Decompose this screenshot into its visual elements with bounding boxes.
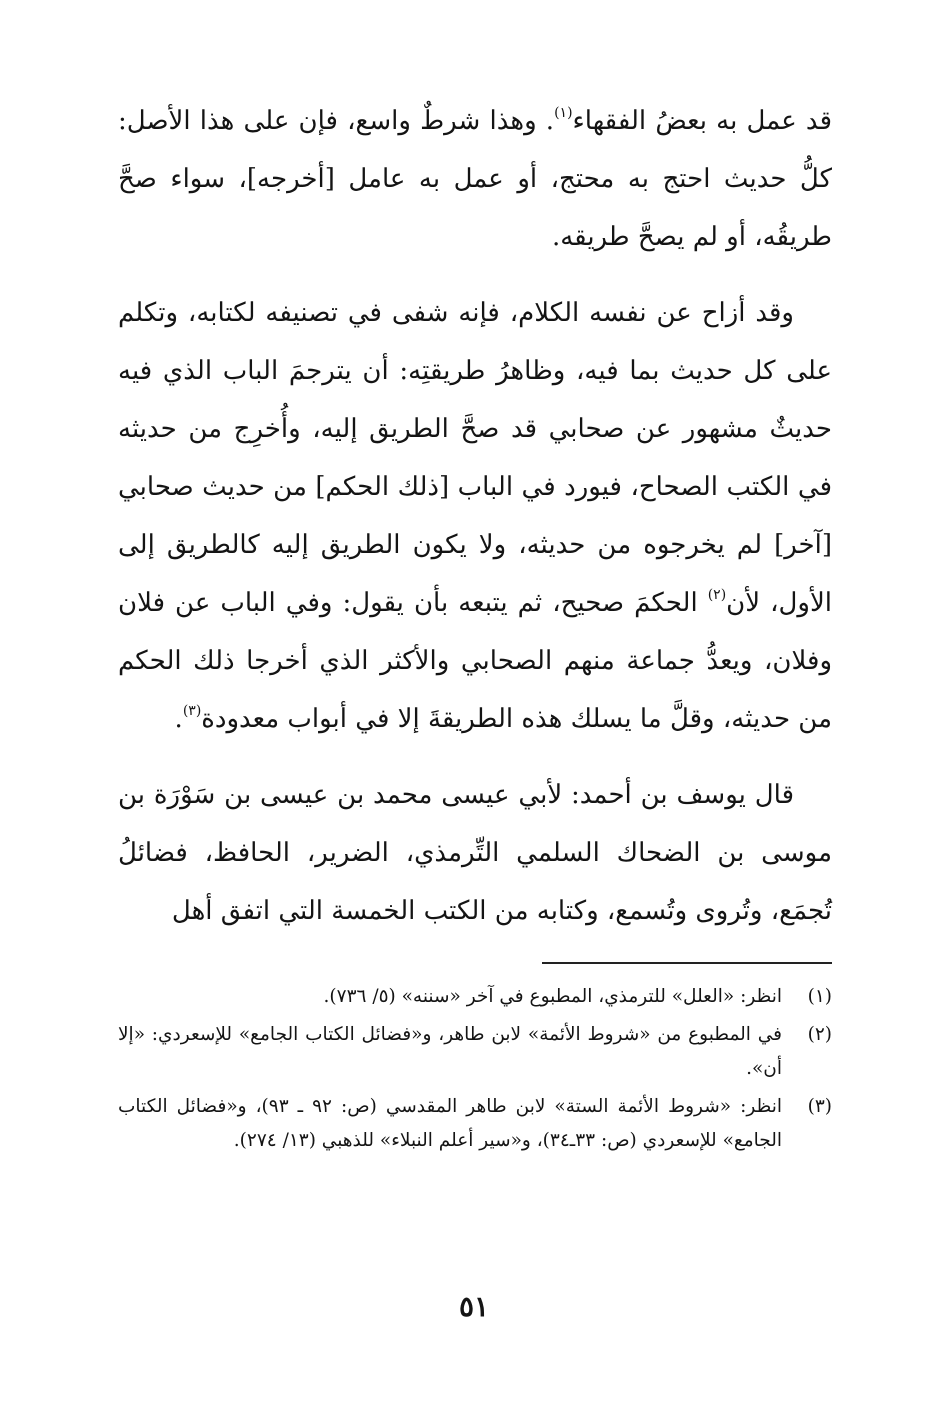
paragraph-1	[118, 92, 832, 266]
footnote-1-number: (١)	[807, 986, 832, 1007]
paragraph-1-text-start: قد عمل به بعضُ الفقهاء	[572, 106, 832, 136]
paragraph-2-text-start: وقد أزاح عن نفسه الكلام، فإنه شفى في تصنيفه لكتابه، وتكلم على كل حديث بما فيه، وظاهرُ طريقتِه: أن يترجمَ الباب الذي فيه حديثٌ مشهور عن صحابي قد صحَّ الطريق إليه، وأُخرِج من حديثه في الكتب الصحاح، فيورد في الباب [ذلك الحكم] من حديث صحابي [آخر] لم يخرجوه من حديثه، ولا يكون الطريق إليه كالطريق إلى الأول، لأن	[118, 298, 832, 618]
footnote-1-text: انظر: «العلل» للترمذي، المطبوع في آخر «سننه» (٥/ ٧٣٦).	[323, 986, 782, 1007]
footnote-3	[118, 1090, 832, 1158]
paragraph-2-text-end: .	[174, 704, 183, 734]
footnote-2-number: (٢)	[807, 1024, 832, 1045]
page-body	[118, 92, 832, 1162]
footnote-separator	[542, 962, 832, 964]
paragraph-1-text-end: . وهذا شرطٌ واسع، فإن على هذا الأصل: كلُّ حديث احتج به محتج، أو عمل به عامل [أخرجه]، سواء صحَّ طريقُه، أو لم يصحَّ طريقه.	[118, 106, 832, 252]
footnote-1	[118, 980, 832, 1014]
footnote-reference-2: (٢)	[707, 587, 727, 603]
footnote-2-text: في المطبوع من «شروط الأئمة» لابن طاهر، و«فضائل الكتاب الجامع» للإسعردي: «إلا أن».	[118, 1024, 782, 1079]
footnote-reference-1: (١)	[554, 105, 573, 121]
footnote-3-number: (٣)	[807, 1096, 832, 1117]
paragraph-3	[118, 766, 832, 940]
paragraph-2	[118, 284, 832, 748]
footnote-3-text: انظر: «شروط الأئمة الستة» لابن طاهر المقدسي (ص: ٩٢ ـ ٩٣)، و«فضائل الكتاب الجامع» للإسعردي (ص: ٣٣ـ٣٤)، و«سير أعلم النبلاء» للذهبي (١٣/ ٢٧٤).	[118, 1096, 782, 1151]
paragraph-2-text-middle: الحكمَ صحيح، ثم يتبعه بأن يقول: وفي الباب عن فلان وفلان، ويعدُّ جماعة منهم الصحابي والأكثر الذي أخرجا ذلك الحكم من حديثه، وقلَّ ما يسلك هذه الطريقةَ إلا في أبواب معدودة	[118, 588, 832, 734]
footnotes	[118, 980, 832, 1158]
page-number: ٥١	[458, 1290, 490, 1323]
paragraph-3-text: قال يوسف بن أحمد: لأبي عيسى محمد بن عيسى بن سَوْرَة بن موسى بن الضحاك السلمي التِّرمذي، الضرير، الحافظ، فضائلُ تُجمَع، وتُروى وتُسمع، وكتابه من الكتب الخمسة التي اتفق أهل	[118, 780, 832, 926]
footnote-2	[118, 1018, 832, 1086]
footnote-reference-3: (٣)	[182, 703, 202, 719]
